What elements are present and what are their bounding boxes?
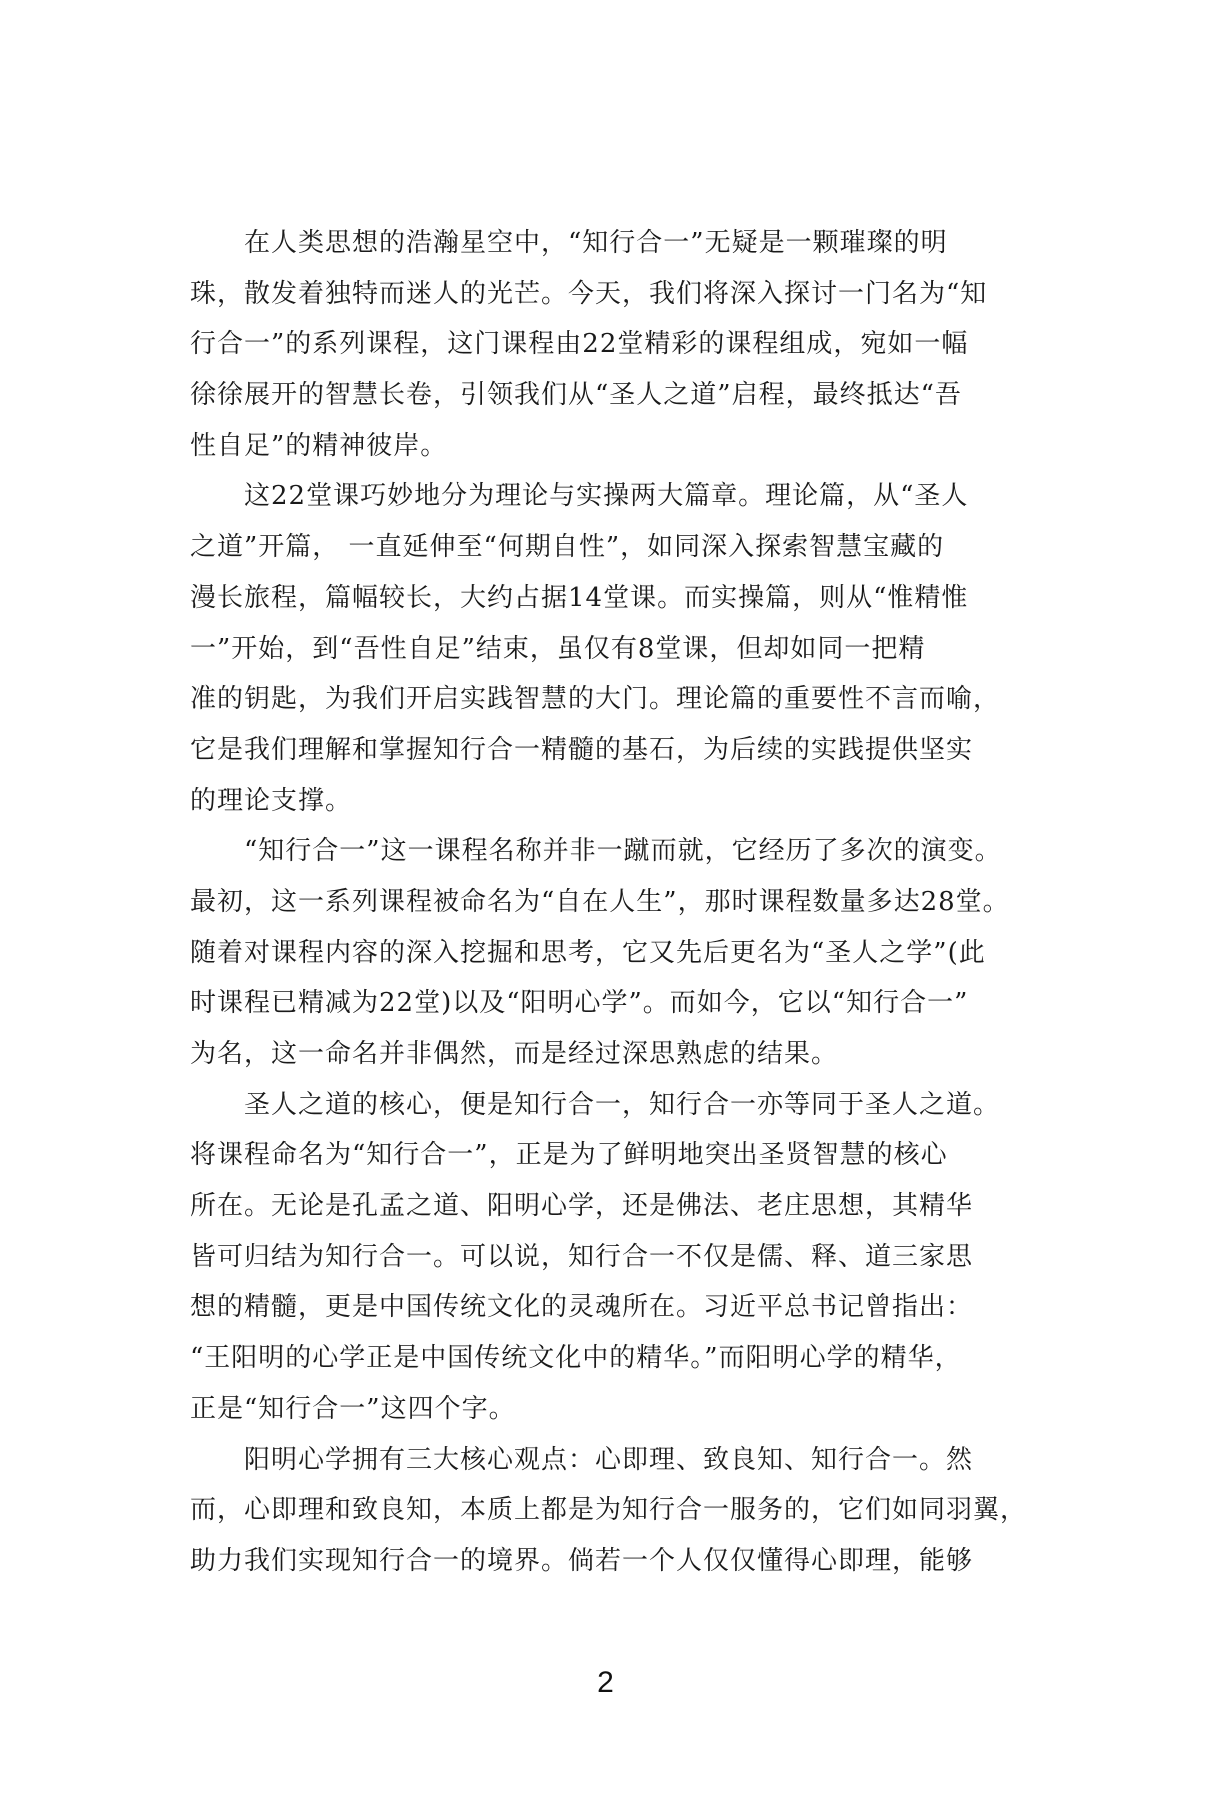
paragraph-4 xyxy=(190,1080,1070,1435)
text-line: 随着对课程内容的深入挖掘和思考，它又先后更名为“圣人之学”(此 xyxy=(190,937,986,968)
text-line: 它是我们理解和掌握知行合一精髓的基石，为后续的实践提供坚实 xyxy=(190,734,974,765)
text-line: 将课程命名为“知行合一”，正是为了鲜明地突出圣贤智慧的核心 xyxy=(190,1140,948,1171)
paragraph-1 xyxy=(190,218,1070,471)
text-line: 在人类思想的浩瀚星空中，“知行合一”无疑是一颗璀璨的明 xyxy=(190,228,948,258)
text-line: 一”开始，到“吾性自足”结束，虽仅有8堂课，但却如同一把精 xyxy=(190,633,926,664)
text-line: 想的精髓，更是中国传统文化的灵魂所在。习近平总书记曾指出： xyxy=(190,1292,974,1323)
text-line: 准的钥匙，为我们开启实践智慧的大门。理论篇的重要性不言而喻， xyxy=(190,684,1001,715)
text-line: 圣人之道的核心，便是知行合一，知行合一亦等同于圣人之道。 xyxy=(190,1089,1001,1120)
text-line: “知行合一”这一课程名称并非一蹴而就，它经历了多次的演变。 xyxy=(190,836,1002,867)
text-line: 徐徐展开的智慧长卷，引领我们从“圣人之道”启程，最终抵达“吾 xyxy=(190,380,962,411)
text-line: 漫长旅程，篇幅较长，大约占据14堂课。而实操篇，则从“惟精惟 xyxy=(190,582,969,613)
text-line: 时课程已精减为22堂)以及“阳明心学”。而如今，它以“知行合一” xyxy=(190,988,969,1019)
text-line: 的理论支撑。 xyxy=(190,785,353,816)
page-number: 2 xyxy=(597,1666,614,1699)
paragraph-2 xyxy=(190,471,1070,826)
text-line: 最初，这一系列课程被命名为“自在人生”，那时课程数量多达28堂。 xyxy=(190,886,1010,917)
paragraph-3 xyxy=(190,826,1070,1079)
text-line: 正是“知行合一”这四个字。 xyxy=(190,1393,516,1424)
text-line: 助力我们实现知行合一的境界。倘若一个人仅仅懂得心即理，能够 xyxy=(190,1545,974,1576)
text-line: 行合一”的系列课程，这门课程由22堂精彩的课程组成，宛如一幅 xyxy=(190,329,969,360)
paragraph-5 xyxy=(190,1435,1070,1587)
text-line: 性自足”的精神彼岸。 xyxy=(190,430,448,461)
text-line: 之道”开篇， 一直延伸至“何期自性”，如同深入探索智慧宝藏的 xyxy=(190,532,945,563)
text-line: 皆可归结为知行合一。可以说，知行合一不仅是儒、释、道三家思 xyxy=(190,1241,974,1272)
text-line: 阳明心学拥有三大核心观点：心即理、致良知、知行合一。然 xyxy=(190,1444,974,1475)
text-line: 珠，散发着独特而迷人的光芒。今天，我们将深入探讨一门名为“知 xyxy=(190,278,988,309)
text-line: 为名，这一命名并非偶然，而是经过深思熟虑的结果。 xyxy=(190,1039,839,1069)
body-text xyxy=(190,218,1070,1587)
text-line: 这22堂课巧妙地分为理论与实操两大篇章。理论篇，从“圣人 xyxy=(190,481,969,512)
text-line: 而，心即理和致良知，本质上都是为知行合一服务的，它们如同羽翼， xyxy=(190,1495,1028,1526)
text-line: 所在。无论是孔孟之道、阳明心学，还是佛法、老庄思想，其精华 xyxy=(190,1191,974,1222)
text-line: “王阳明的心学正是中国传统文化中的精华。”而阳明心学的精华， xyxy=(190,1343,962,1374)
